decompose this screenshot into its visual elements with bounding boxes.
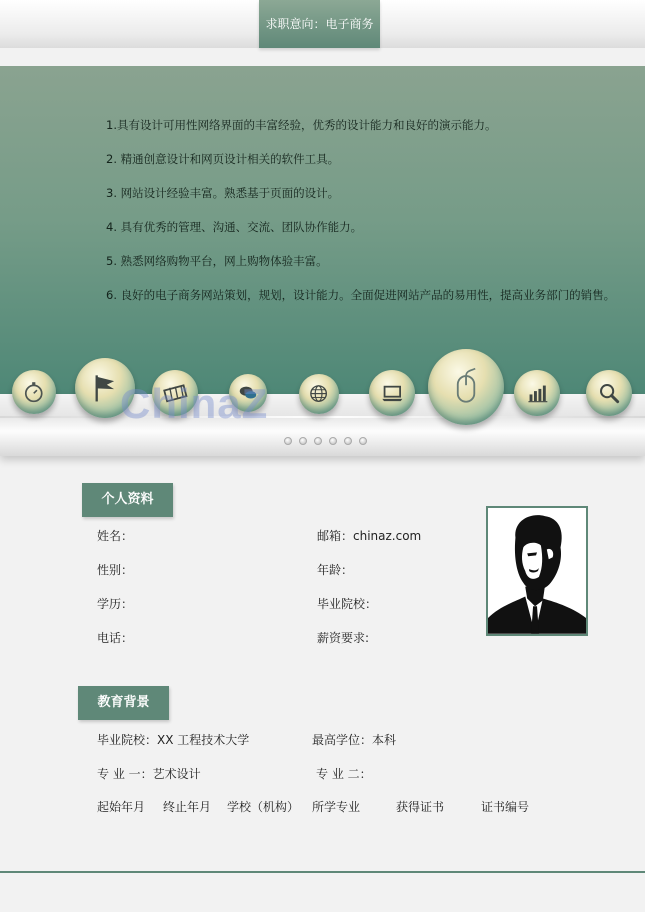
job-intention-tab[interactable]: 求职意向：电子商务 [259,0,380,48]
age-field: 年龄： [317,563,354,577]
edu-school-field: 毕业院校：XX 工程技术大学 [97,733,250,747]
skill-item-4: 4. 具有优秀的管理、沟通、交流、团队协作能力。 [106,220,363,234]
watermark-logo: ChinaZ [120,380,269,427]
skill-item-1: 1.具有设计可用性网络界面的丰富经验，优秀的设计能力和良好的演示能力。 [106,118,497,132]
carousel-dot-2[interactable] [299,437,307,445]
bottom-divider [0,871,645,873]
profile-photo [486,506,588,636]
skill-item-6: 6. 良好的电子商务网站策划，规划，设计能力。全面促进网站产品的易用性，提高业务部门的销售。 [106,288,616,302]
col-end-date: 终止年月 [163,800,212,814]
school-field: 毕业院校： [317,597,378,611]
skill-item-3: 3. 网站设计经验丰富。熟悉基于页面的设计。 [106,186,340,200]
education-heading: 教育背景 [78,686,169,720]
email-field: 邮箱：chinaz.com [317,529,422,543]
col-major: 所学专业 [312,800,361,814]
skill-item-2: 2. 精通创意设计和网页设计相关的软件工具。 [106,152,340,166]
col-start-date: 起始年月 [97,800,146,814]
col-institution: 学校（机构） [227,800,300,814]
laptop-icon[interactable] [369,370,415,416]
skills-list [106,117,615,321]
col-certificate: 获得证书 [396,800,445,814]
carousel-dot-5[interactable] [344,437,352,445]
magnifier-icon[interactable] [586,370,632,416]
carousel-dot-6[interactable] [359,437,367,445]
flag-icon[interactable] [75,358,135,418]
carousel-dot-4[interactable] [329,437,337,445]
carousel-dots [284,437,367,445]
edu-major1-field: 专 业 一：艺术设计 [97,767,201,781]
chat-icon[interactable] [229,374,267,412]
mouse-icon[interactable] [428,349,504,425]
phone-field: 电话： [97,631,134,645]
edu-major2-field: 专 业 二： [316,767,372,781]
carousel-dot-1[interactable] [284,437,292,445]
education-field: 学历： [97,597,134,611]
gender-field: 性别： [97,563,134,577]
bar-chart-icon[interactable] [514,370,560,416]
globe-icon[interactable] [299,374,339,414]
skills-banner [0,66,645,406]
personal-info-heading: 个人资料 [82,483,173,517]
stopwatch-icon[interactable] [12,370,56,414]
carousel-dot-3[interactable] [314,437,322,445]
col-certificate-number: 证书编号 [481,800,530,814]
edu-degree-field: 最高学位：本科 [312,733,397,747]
skill-item-5: 5. 熟悉网络购物平台，网上购物体验丰富。 [106,254,328,268]
film-icon[interactable] [152,370,198,416]
name-field: 姓名： [97,529,134,543]
salary-field: 薪资要求: [317,631,370,645]
